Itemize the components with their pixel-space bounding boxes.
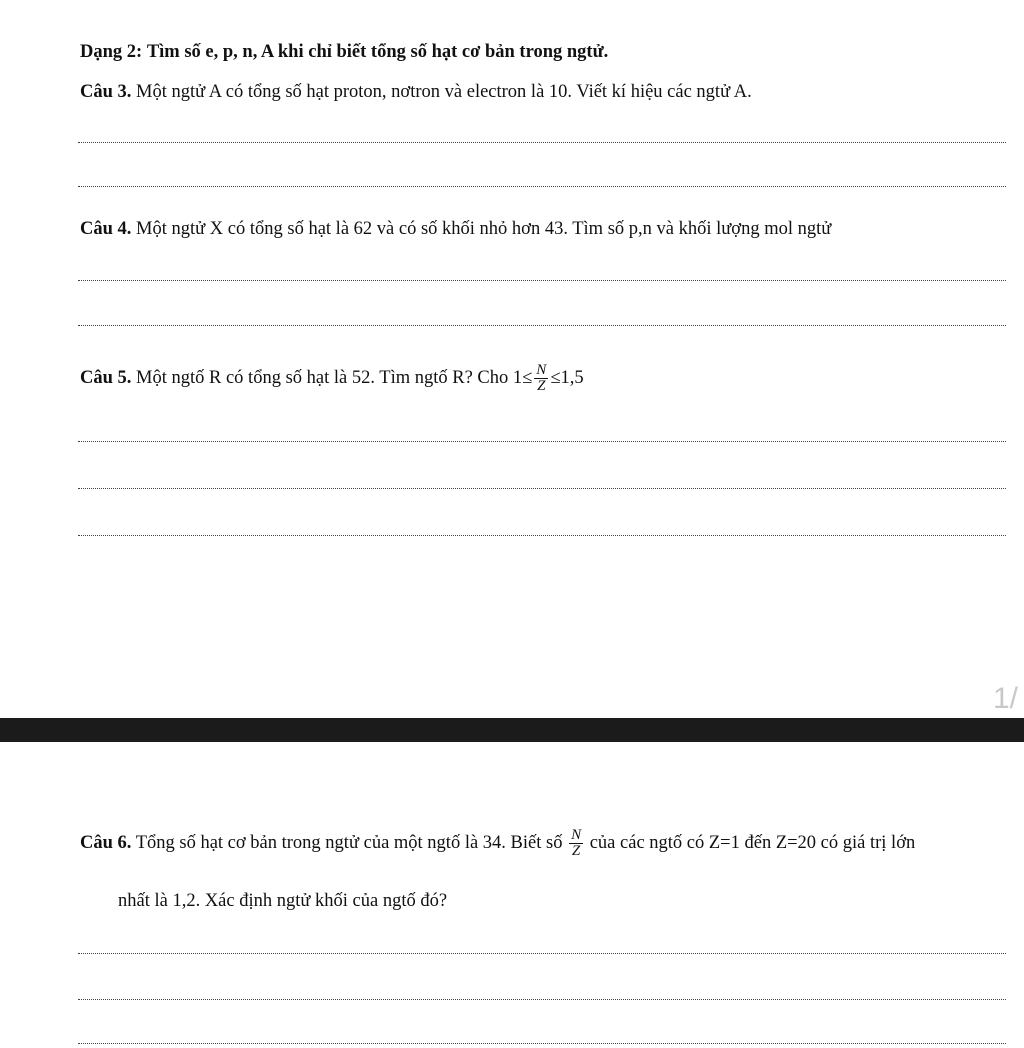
question-6-text-line2: nhất là 1,2. Xác định ngtử khối của ngtố đó? — [118, 891, 448, 911]
fraction-denominator: Z — [537, 378, 546, 395]
answer-line — [78, 488, 1006, 489]
answer-line — [78, 142, 1006, 143]
inequality-left: 1≤ — [512, 368, 533, 388]
fraction-numerator: N — [536, 361, 547, 378]
answer-line — [78, 1043, 1006, 1044]
question-3 — [80, 82, 752, 103]
question-6 — [80, 820, 915, 866]
fraction-numerator: N — [571, 826, 582, 843]
question-4-label: Câu 4. — [80, 219, 132, 239]
fraction-n-over-z — [569, 828, 583, 861]
question-5-text: Một ngtố R có tổng số hạt là 52. Tìm ngtố R? Cho — [136, 368, 509, 388]
page-number: 1/ — [992, 682, 1018, 715]
section-heading-label: Dạng 2: — [80, 42, 143, 62]
question-5-label: Câu 5. — [80, 368, 132, 388]
fraction-denominator: Z — [571, 843, 581, 860]
question-4 — [80, 219, 831, 240]
question-6-line-2 — [118, 891, 447, 912]
question-4-text: Một ngtử X có tổng số hạt là 62 và có số khối nhỏ hơn 43. Tìm số p,n và khối lượng mol ngtử — [136, 219, 832, 239]
section-heading-text: Tìm số e, p, n, A khi chỉ biết tổng số hạt cơ bản trong ngtử. — [146, 42, 609, 62]
fraction-n-over-z — [534, 363, 548, 396]
question-6-label: Câu 6. — [80, 833, 132, 853]
inequality-right: ≤1,5 — [550, 368, 584, 388]
answer-line — [78, 953, 1006, 954]
question-6-text-after: của các ngtố có Z=1 đến Z=20 có giá trị lớn — [589, 833, 916, 853]
question-3-text: Một ngtử A có tổng số hạt proton, nơtron và electron là 10. Viết kí hiệu các ngtử A. — [136, 82, 752, 102]
answer-line — [78, 441, 1006, 442]
answer-line — [78, 535, 1006, 536]
page-divider — [0, 718, 1024, 742]
answer-line — [78, 325, 1006, 326]
question-5 — [80, 358, 584, 398]
section-heading — [80, 42, 608, 63]
question-3-label: Câu 3. — [80, 82, 132, 102]
answer-line — [78, 186, 1006, 187]
question-6-text-before: Tổng số hạt cơ bản trong ngtử của một ngtố là 34. Biết số — [135, 833, 563, 853]
answer-line — [78, 999, 1006, 1000]
answer-line — [78, 280, 1006, 281]
